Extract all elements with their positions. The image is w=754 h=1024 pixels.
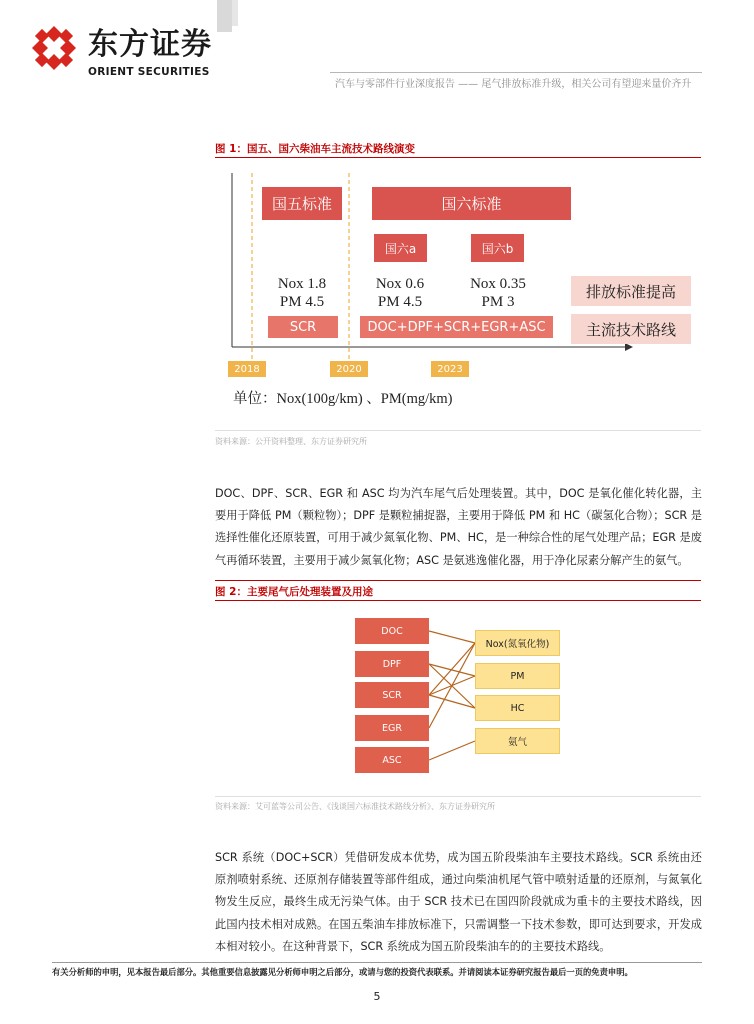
target-nox: Nox(氮氧化物)	[475, 630, 560, 656]
figure2-source-rule	[215, 796, 701, 797]
report-title: 汽车与零部件行业深度报告 —— 尾气排放标准升级，相关公司有望迎来量价齐升	[335, 79, 692, 90]
footer-rule	[52, 962, 702, 963]
logo-english-name: ORIENT SECURITIES	[88, 66, 210, 78]
unit-note: 单位：Nox(100g/km) 、PM(mg/km)	[233, 391, 453, 407]
nox-value-2: Nox 0.6	[375, 276, 425, 292]
target-pm: PM	[475, 663, 560, 689]
paragraph-1: DOC、DPF、SCR、EGR 和 ASC 均为汽车尾气后处理装置。其中，DOC 是氧化催化转化器，主要用于降低 PM（颗粒物）；DPF 是颗粒捕捉器，主要用于降低 PM 和 HC（碳氢化合物）；SCR 是选择性催化还原装置，可用于减少氮氧化物、PM、HC，是一种综合性的尾气处理产品；EGR 是废气再循环装置，主要用于减少氮氧化物；ASC 是氨逃逸催化器，用于净化尿素分解产生的氨气。	[215, 487, 702, 567]
year-label-3: 2023	[431, 361, 469, 377]
sub-standard-6a: 国六a	[374, 234, 427, 262]
device-scr: SCR	[355, 682, 429, 708]
pm-value-3: PM 3	[481, 294, 515, 310]
figure2-source: 资料来源：艾可蓝等公司公告、《浅谈国六标准技术路线分析》、东方证券研究所	[215, 802, 495, 811]
device-dpf: DPF	[355, 651, 429, 677]
standard-5-box: 国五标准	[262, 187, 342, 220]
pm-value-1: PM 4.5	[279, 294, 325, 310]
footer-disclaimer: 有关分析师的申明，见本报告最后部分。其他重要信息披露见分析师申明之后部分，或请与您的投资代表联系。并请阅读本证券研究报告最后一页的免责申明。	[52, 967, 633, 977]
year-label-1: 2018	[228, 361, 266, 377]
figure1-source: 资料来源：公开资料整理、东方证券研究所	[215, 437, 367, 446]
tech-label-box: 主流技术路线	[571, 314, 691, 344]
page-number: 5	[373, 990, 381, 1003]
pm-value-2: PM 4.5	[377, 294, 423, 310]
nox-value-1: Nox 1.8	[277, 276, 327, 292]
tech-5-box: SCR	[268, 316, 338, 338]
device-asc: ASC	[355, 747, 429, 773]
tech-6-box: DOC+DPF+SCR+EGR+ASC	[360, 316, 553, 338]
figure2-title: 图 2：主要尾气后处理装置及用途	[215, 586, 373, 598]
year-label-2: 2020	[330, 361, 368, 377]
figure1-title: 图 1：国五、国六柴油车主流技术路线演变	[215, 143, 415, 155]
nox-value-3: Nox 0.35	[470, 276, 526, 292]
emission-label-box: 排放标准提高	[571, 276, 691, 306]
paragraph-2: SCR 系统（DOC+SCR）凭借研发成本优势，成为国五阶段柴油车主要技术路线。SCR 系统由还原剂喷射系统、还原剂存储装置等部件组成，通过向柴油机尾气管中喷射适量的还原剂，与氮氧化物发生反应，最终生成无污染气体。由于 SCR 技术已在国四阶段就成为重卡的主要技术路线，因此国内技术相对成熟。在国五柴油车排放标准下，只需调整一下技术参数，即可达到要求，开发成本相对较小。在这种背景下，SCR 系统成为国五阶段柴油车的的主要技术路线。	[215, 851, 702, 953]
device-doc: DOC	[355, 618, 429, 644]
sub-standard-6b: 国六b	[471, 234, 524, 262]
device-egr: EGR	[355, 715, 429, 741]
standard-6-box: 国六标准	[372, 187, 571, 220]
logo-chinese-name: 东方证券	[88, 27, 212, 62]
target-ammonia: 氨气	[475, 728, 560, 754]
target-hc: HC	[475, 695, 560, 721]
